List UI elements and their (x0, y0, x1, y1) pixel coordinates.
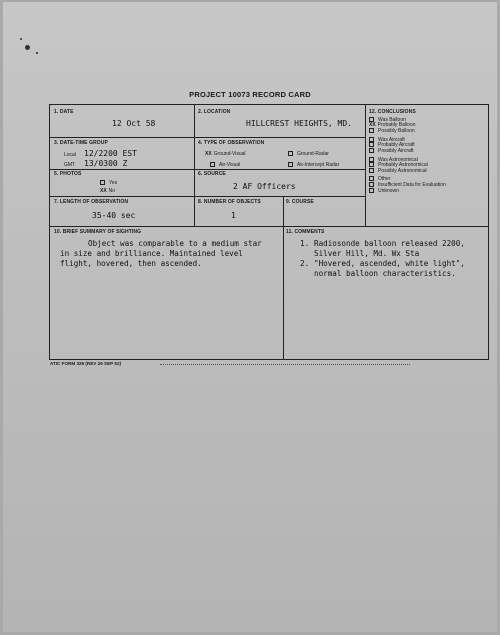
observation-type-label: 4. TYPE OF OBSERVATION (198, 140, 265, 146)
air-visual-text: Air-Visual (219, 162, 241, 168)
comments-text (290, 239, 486, 279)
comment-line: Silver Hill, Md. Wx Sta (314, 249, 420, 258)
source-value: 2 AF Officers (233, 182, 296, 191)
card-title: PROJECT 10073 RECORD CARD (189, 90, 311, 99)
conclusions-label: 12. CONCLUSIONS (369, 109, 416, 115)
conclusion-text: Possibly Aircraft (378, 147, 414, 154)
conclusion-text: Other (378, 176, 391, 183)
comment-number: 1. (300, 239, 310, 248)
comment-line: normal balloon characteristics. (314, 269, 456, 278)
ground-radar-text: Ground-Radar (297, 151, 329, 157)
location-value: HILLCREST HEIGHTS, MD. (246, 119, 352, 128)
conclusion-text: Probably Aircraft (378, 142, 415, 149)
summary-line: Object was comparable to a medium star (88, 239, 262, 248)
number-of-objects-value: 1 (231, 211, 236, 220)
checkbox (369, 128, 374, 133)
comment-item (290, 259, 486, 279)
row-divider (50, 226, 488, 227)
number-of-objects-label: 8. NUMBER OF OBJECTS (198, 199, 261, 205)
gmt-time-value: 13/0300 Z (84, 159, 128, 168)
date-label: 1. DATE (54, 109, 74, 115)
photos-label: 5. PHOTOS (54, 171, 82, 177)
conclusion-checkmark: XX (369, 121, 376, 128)
column-divider (194, 105, 195, 226)
local-time-label: Local (64, 152, 76, 158)
row-divider (50, 137, 365, 138)
summary-line: in size and brilliance. Maintained level (60, 249, 243, 258)
length-label: 7. LENGTH OF OBSERVATION (54, 199, 129, 205)
date-value: 12 Oct 58 (112, 119, 156, 128)
photos-no-option (100, 188, 115, 194)
conclusion-option (369, 128, 415, 134)
column-divider (283, 226, 284, 359)
summary-text (60, 239, 282, 269)
dust-mark (36, 52, 38, 54)
checkbox (369, 168, 374, 173)
air-visual-option (210, 162, 240, 168)
column-divider (365, 105, 366, 226)
checkbox (100, 180, 105, 185)
conclusion-text: Insufficient Data for Evaluation (378, 181, 446, 188)
ground-visual-option (205, 151, 246, 157)
dust-mark (20, 38, 22, 40)
checkbox (369, 176, 374, 181)
conclusion-text: Probably Astronomical (378, 162, 428, 169)
comment-lines (314, 259, 465, 279)
conclusion-option (369, 168, 427, 174)
comment-line: Radiosonde balloon released 2200, (314, 239, 465, 248)
row-divider (50, 169, 365, 170)
record-card (49, 104, 489, 360)
photos-yes-option (100, 180, 117, 186)
row-divider (50, 196, 365, 197)
checkbox (288, 162, 293, 167)
form-number: ATIC FORM 329 (REV 26 SEP 52) (50, 361, 122, 366)
checkbox (369, 148, 374, 153)
summary-label: 10. BRIEF SUMMARY OF SIGHTING (54, 229, 142, 235)
checkbox (369, 157, 374, 162)
ground-radar-option (288, 151, 329, 157)
comment-lines (314, 239, 465, 259)
course-label: 9. COURSE (286, 199, 314, 205)
conclusion-option (369, 148, 414, 154)
ground-visual-text: Ground-Visual (213, 151, 246, 157)
datetime-group-label: 3. DATE-TIME GROUP (54, 140, 108, 146)
checkbox (288, 151, 293, 156)
source-label: 6. SOURCE (198, 171, 226, 177)
checkbox (369, 137, 374, 142)
checkbox (369, 188, 374, 193)
column-divider (283, 196, 284, 226)
conclusion-text: Possibly Balloon (378, 128, 415, 135)
photos-no-checkmark: XX (100, 188, 107, 194)
air-intercept-radar-option (288, 162, 339, 168)
comment-number: 2. (300, 259, 310, 268)
summary-line: flight, hovered, then ascended. (60, 259, 202, 268)
checkbox (369, 162, 374, 167)
conclusion-text: Possibly Astronomical (378, 167, 427, 174)
conclusion-text: Was Balloon (378, 116, 406, 123)
air-intercept-radar-text: Air-Intercept Radar (297, 162, 340, 168)
conclusion-text: Was Aircraft (378, 136, 405, 143)
conclusion-option (369, 188, 399, 194)
checkbox (369, 182, 374, 187)
local-time-value: 12/2200 EST (84, 149, 137, 158)
footer-rule (160, 364, 410, 365)
photos-no-text: No (108, 188, 116, 194)
location-label: 2. LOCATION (198, 109, 231, 115)
gmt-time-label: GMT (64, 162, 76, 168)
conclusion-text: Was Astronomical (378, 156, 418, 163)
conclusion-text: Probably Balloon (377, 121, 416, 128)
conclusion-text: Unknown (378, 187, 399, 194)
punch-hole-mark (25, 45, 30, 50)
comment-line: "Hovered, ascended, white light", (314, 259, 465, 268)
checkbox (210, 162, 215, 167)
comments-label: 11. COMMENTS (286, 229, 325, 235)
checkbox (369, 142, 374, 147)
ground-visual-checkmark: XX (205, 151, 212, 157)
comment-item (290, 239, 486, 259)
length-value: 35-40 sec (92, 211, 136, 220)
photos-yes-text: Yes (109, 180, 118, 186)
